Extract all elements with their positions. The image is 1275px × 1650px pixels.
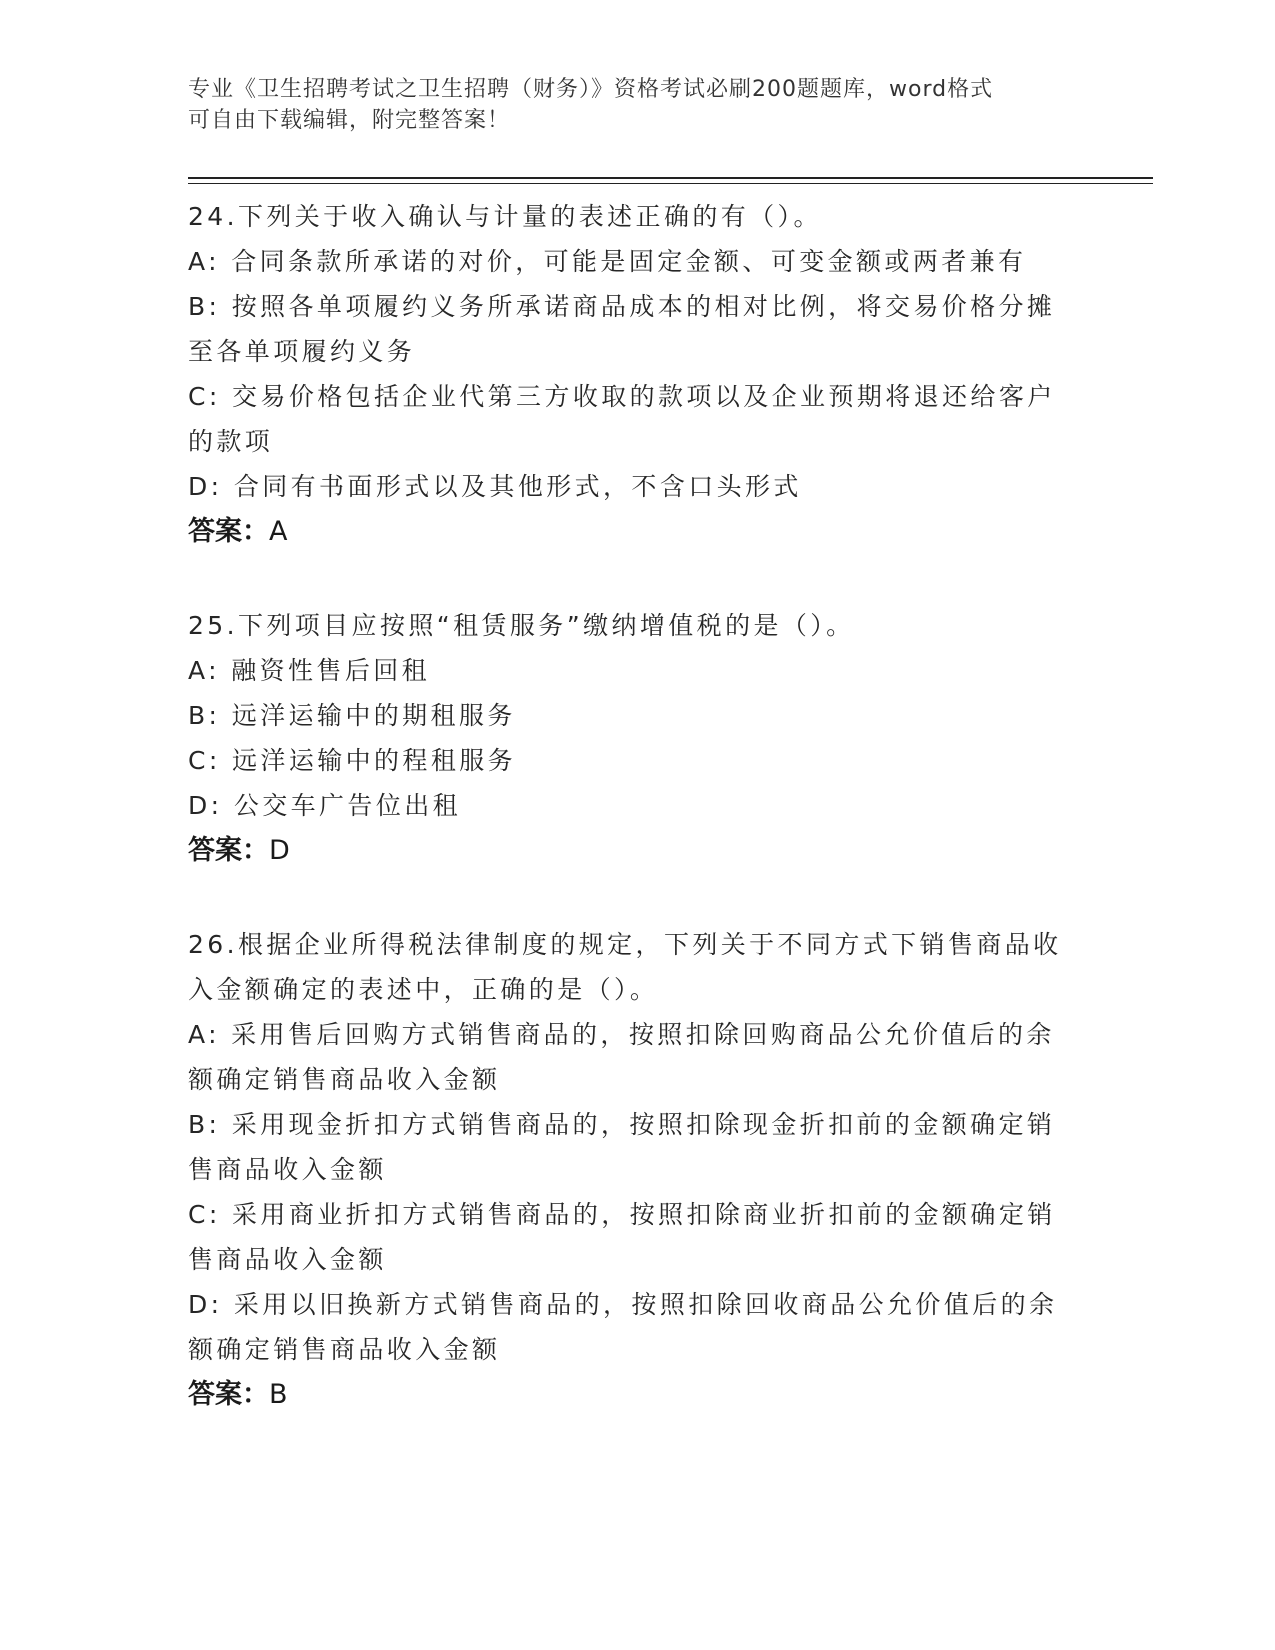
option-text-continued: 至各单项履约义务 [188,337,416,366]
header-line-1: 专业《卫生招聘考试之卫生招聘（财务）》资格考试必刷200题题库，word格式 [188,77,994,102]
answer-value: D [269,835,290,866]
option-text: A: 融资性售后回租 [188,656,431,685]
option-d [188,1282,1088,1372]
option-b [188,284,1088,374]
answer-line [188,509,1088,555]
option-text: D: 采用以旧换新方式销售商品的，按照扣除回收商品公允价值后的余 [188,1290,1058,1319]
option-text-continued: 额确定销售商品收入金额 [188,1065,501,1094]
answer-label: 答案： [188,516,269,547]
option-text-continued: 额确定销售商品收入金额 [188,1335,501,1364]
question-26 [188,922,1088,1418]
option-a [188,239,1088,284]
option-c [188,738,1088,783]
question-25 [188,603,1088,874]
answer-label: 答案： [188,835,269,866]
option-b [188,693,1088,738]
document-header [188,74,1068,136]
option-text: A: 采用售后回购方式销售商品的，按照扣除回购商品公允价值后的余 [188,1020,1055,1049]
answer-value: A [269,516,288,547]
option-text: D: 公交车广告位出租 [188,791,462,820]
question-24 [188,194,1088,555]
question-stem: 26.根据企业所得税法律制度的规定，下列关于不同方式下销售商品收 [188,930,1062,959]
question-list [188,194,1088,1466]
option-d [188,783,1088,828]
option-a [188,648,1088,693]
option-text: B: 按照各单项履约义务所承诺商品成本的相对比例，将交易价格分摊 [188,292,1056,321]
option-d [188,464,1088,509]
option-a [188,1012,1088,1102]
header-divider-thin [188,183,1153,184]
option-c [188,1192,1088,1282]
answer-value: B [269,1379,288,1410]
answer-line [188,1372,1088,1418]
option-text: D: 合同有书面形式以及其他形式，不含口头形式 [188,472,802,501]
option-text-continued: 的款项 [188,427,274,456]
question-stem: 25.下列项目应按照“租赁服务”缴纳增值税的是（）。 [188,611,855,640]
option-text-continued: 售商品收入金额 [188,1245,387,1274]
option-text: B: 远洋运输中的期租服务 [188,701,516,730]
header-divider-thick [188,177,1153,179]
option-text-continued: 售商品收入金额 [188,1155,387,1184]
answer-label: 答案： [188,1379,269,1410]
option-text: B: 采用现金折扣方式销售商品的，按照扣除现金折扣前的金额确定销 [188,1110,1056,1139]
option-b [188,1102,1088,1192]
question-stem: 24.下列关于收入确认与计量的表述正确的有（）。 [188,202,822,231]
answer-line [188,828,1088,874]
header-line-2: 可自由下载编辑，附完整答案！ [188,108,511,133]
question-stem-continued: 入金额确定的表述中，正确的是（）。 [188,975,659,1004]
option-c [188,374,1088,464]
option-text: C: 采用商业折扣方式销售商品的，按照扣除商业折扣前的金额确定销 [188,1200,1056,1229]
option-text: C: 交易价格包括企业代第三方收取的款项以及企业预期将退还给客户 [188,382,1056,411]
option-text: A: 合同条款所承诺的对价，可能是固定金额、可变金额或两者兼有 [188,247,1027,276]
option-text: C: 远洋运输中的程租服务 [188,746,517,775]
